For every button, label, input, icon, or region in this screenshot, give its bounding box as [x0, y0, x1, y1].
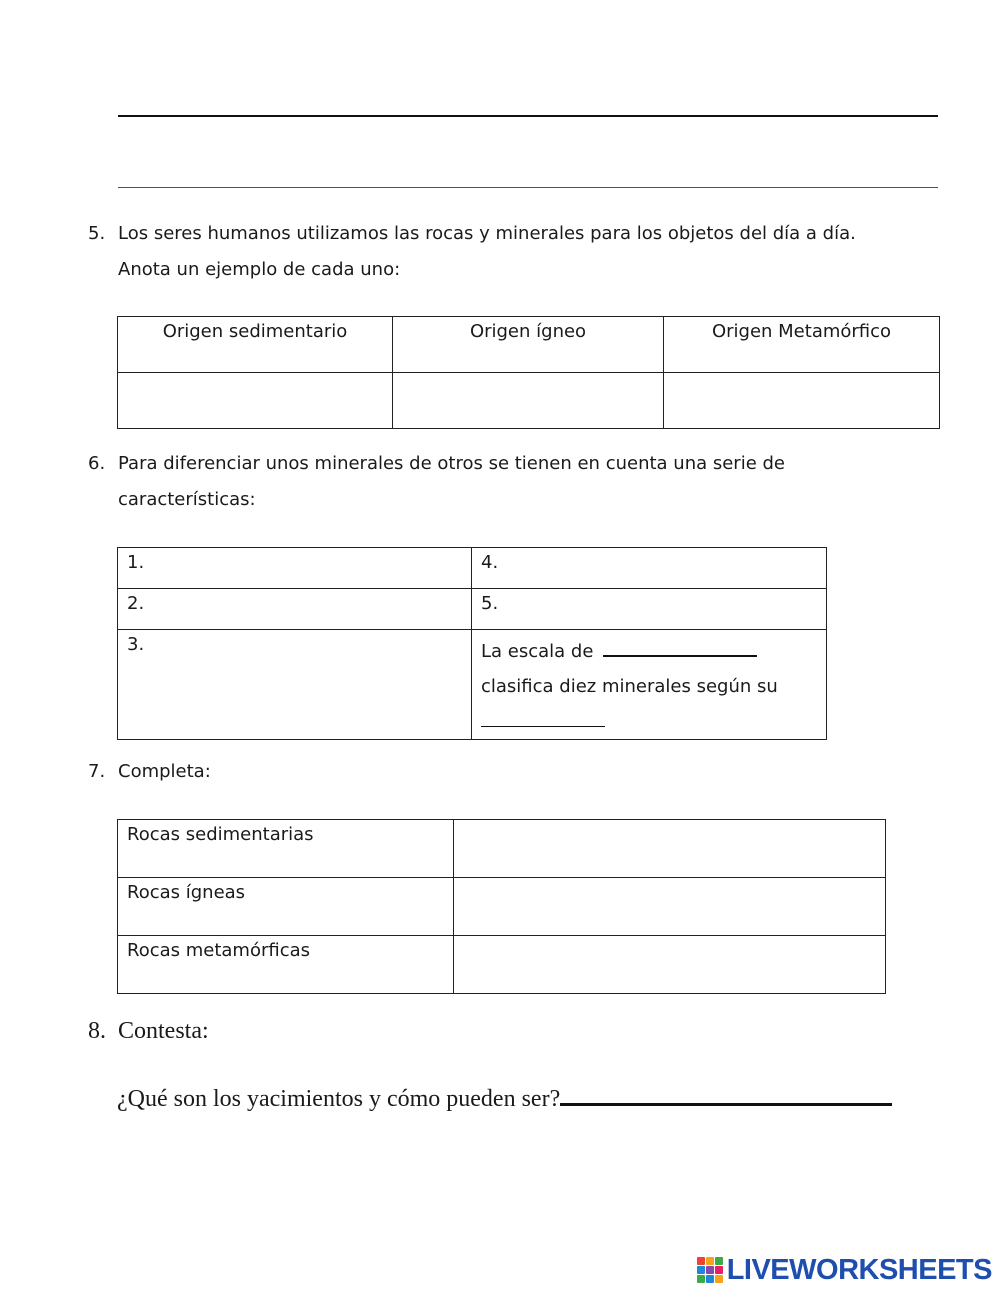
- question-7: [88, 754, 948, 790]
- header-sedimentary: Origen sedimentario: [118, 317, 393, 373]
- blank-scale-name[interactable]: [603, 655, 757, 657]
- question-8: [88, 1012, 968, 1052]
- question-number: 7.: [88, 761, 106, 782]
- rock-type-sedimentary: Rocas sedimentarias: [118, 820, 454, 878]
- rock-answer-sedimentary[interactable]: [454, 820, 886, 878]
- mineral-properties-table: [117, 547, 827, 740]
- rock-answer-igneous[interactable]: [454, 878, 886, 936]
- question-text: Para diferenciar unos minerales de otros se tienen en cuenta una serie de: [118, 453, 786, 474]
- question-8-prompt: [117, 1080, 892, 1118]
- answer-cell-sedimentary[interactable]: [118, 373, 393, 429]
- property-cell-3[interactable]: 3.: [118, 630, 472, 740]
- rock-types-table: [117, 819, 886, 994]
- rock-answer-metamorphic[interactable]: [454, 936, 886, 994]
- question-text: Completa:: [118, 761, 211, 782]
- property-cell-4[interactable]: 4.: [472, 548, 827, 589]
- header-metamorphic: Origen Metamórfico: [664, 317, 940, 373]
- property-cell-1[interactable]: 1.: [118, 548, 472, 589]
- question-text: Los seres humanos utilizamos las rocas y minerales para los objetos del día a día.: [118, 223, 856, 244]
- header-igneous: Origen ígneo: [393, 317, 664, 373]
- question-text: Contesta:: [118, 1018, 209, 1044]
- mohs-text-a: La escala de: [481, 641, 594, 662]
- logo-text: LIVEWORKSHEETS: [726, 1253, 992, 1286]
- property-cell-5[interactable]: 5.: [472, 589, 827, 630]
- rock-type-metamorphic: Rocas metamórficas: [118, 936, 454, 994]
- question-6: [88, 446, 948, 518]
- question-number: 8.: [88, 1018, 106, 1044]
- question-8-question: ¿Qué son los yacimientos y cómo pueden ser?: [117, 1086, 561, 1112]
- question-number: 6.: [88, 453, 106, 474]
- mohs-scale-cell: [472, 630, 827, 740]
- answer-line-top: [118, 115, 938, 117]
- question-number: 5.: [88, 223, 106, 244]
- mohs-text-b: clasifica diez minerales según su: [481, 676, 778, 697]
- answer-cell-metamorphic[interactable]: [664, 373, 940, 429]
- rock-origin-table: [117, 316, 940, 429]
- property-cell-2[interactable]: 2.: [118, 589, 472, 630]
- answer-cell-igneous[interactable]: [393, 373, 664, 429]
- answer-blank-q8[interactable]: [560, 1103, 892, 1106]
- question-text-line2: Anota un ejemplo de cada uno:: [118, 259, 401, 280]
- blank-property[interactable]: [481, 706, 605, 727]
- answer-line-second: [118, 187, 938, 188]
- liveworksheets-logo: [697, 1253, 992, 1286]
- logo-blocks-icon: [697, 1257, 723, 1283]
- question-text-line2: características:: [118, 489, 256, 510]
- question-5: [88, 216, 948, 288]
- rock-type-igneous: Rocas ígneas: [118, 878, 454, 936]
